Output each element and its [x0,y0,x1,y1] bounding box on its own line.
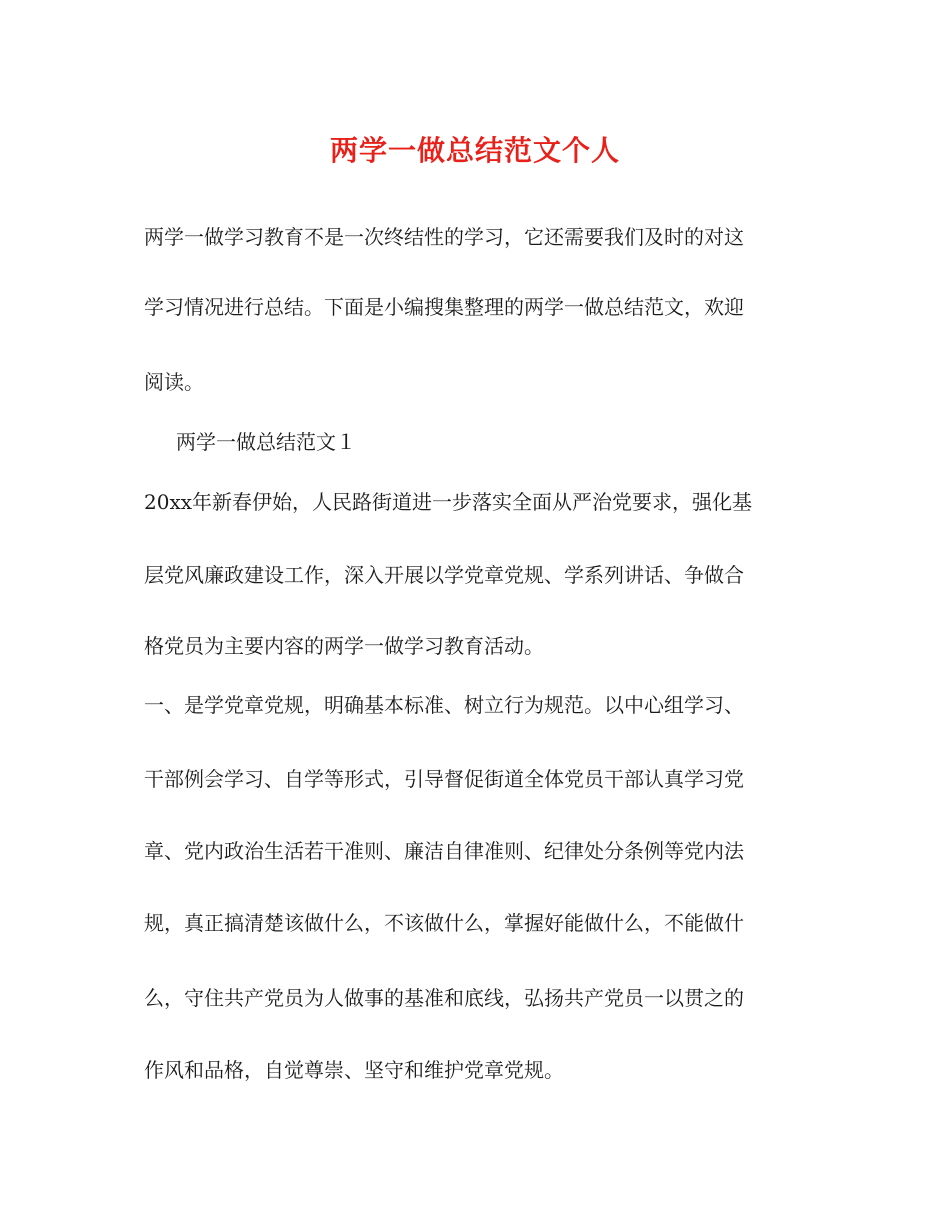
paragraph2-line-4: 规，真正搞清楚该做什么，不该做什么，掌握好能做什么，不能做什 [144,911,744,935]
paragraph1-line-1: 20xx年新春伊始，人民路街道进一步落实全面从严治党要求，强化基 [144,490,753,514]
paragraph2-line-1: 一、是学党章党规，明确基本标准、树立行为规范。以中心组学习、 [144,693,744,717]
document-title: 两学一做总结范文个人 [329,134,620,167]
paragraph2-line-2: 干部例会学习、自学等形式，引导督促街道全体党员干部认真学习党 [144,767,744,791]
intro-line-3: 阅读。 [144,370,204,394]
paragraph2-line-3: 章、党内政治生活若干准则、廉洁自律准则、纪律处分条例等党内法 [144,839,744,863]
section-heading: 两学一做总结范文１ [176,430,356,454]
paragraph2-line-5: 么，守住共产党员为人做事的基准和底线，弘扬共产党员一以贯之的 [144,986,744,1010]
paragraph1-line-2: 层党风廉政建设工作，深入开展以学党章党规、学系列讲话、争做合 [144,563,744,587]
paragraph2-line-6: 作风和品格，自觉尊崇、坚守和维护党章党规。 [144,1058,564,1082]
intro-line-1: 两学一做学习教育不是一次终结性的学习，它还需要我们及时的对这 [144,225,744,249]
paragraph1-line-3: 格党员为主要内容的两学一做学习教育活动。 [144,634,544,658]
intro-line-2: 学习情况进行总结。下面是小编搜集整理的两学一做总结范文，欢迎 [144,295,744,319]
